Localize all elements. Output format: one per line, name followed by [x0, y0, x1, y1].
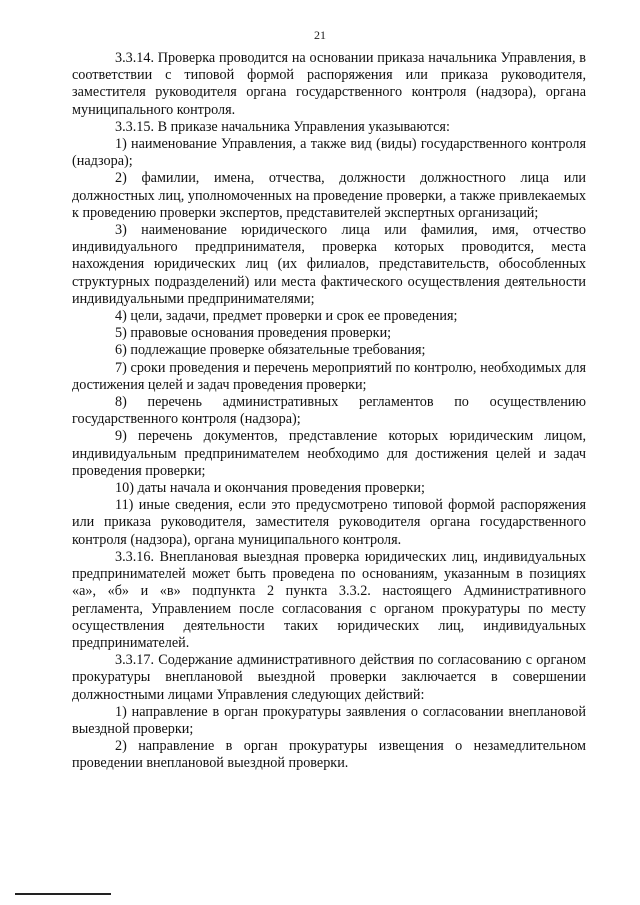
list-item: 10) даты начала и окончания проведения проверки;: [115, 480, 425, 497]
list-item: 5) правовые основания проведения проверки;: [115, 325, 392, 342]
list-item: 8) перечень административных регламентов по осуществлению государственного контроля (надзора);: [72, 394, 586, 428]
list-item: 7) сроки проведения и перечень мероприятий по контролю, необходимых для достижения целей и задач проведения проверки;: [72, 359, 586, 393]
list-item: 2) направление в орган прокуратуры извещения о незамедлительном проведении внеплановой выездной проверки.: [72, 738, 586, 772]
list-item: 1) наименование Управления, а также вид (виды) государственного контроля (надзора);: [72, 136, 586, 170]
list-item: 2) фамилии, имена, отчества, должности должностного лица или должностных лиц, уполномоченных на проведение проверки, а также привлекаемых к проведению проверки экспертов, представителей экспертных организаций;: [72, 170, 586, 221]
paragraph-3-3-15: 3.3.15. В приказе начальника Управления указываются:: [115, 118, 450, 135]
paragraph-3-3-17: 3.3.17. Содержание административного действия по согласованию с органом прокуратуры внеплановой выездной проверки заключается в совершении должностными лицами Управления следующих действий:: [72, 652, 586, 703]
list-item: 11) иные сведения, если это предусмотрено типовой формой распоряжения или приказа руководителя, заместителя руководителя органа государственного контроля (надзора), органа муниципального контроля.: [72, 497, 586, 548]
list-item: 1) направление в орган прокуратуры заявления о согласовании внеплановой выездной проверки;: [72, 703, 586, 737]
page-number: 21: [314, 28, 326, 42]
list-item: 4) цели, задачи, предмет проверки и срок ее проведения;: [115, 308, 458, 325]
paragraph-3-3-14: 3.3.14. Проверка проводится на основании приказа начальника Управления, в соответствии с типовой формой распоряжения или приказа руководителя, заместителя руководителя органа государственного контроля (надзора), органа муниципального контроля.: [72, 50, 586, 118]
paragraph-3-3-16: 3.3.16. Внеплановая выездная проверка юридических лиц, индивидуальных предпринимателей может быть проведена по основаниям, указанным в позициях «а», «б» и «в» подпункта 2 пункта 3.3.2. настоящего Административного регламента, Управлением после согласования с органом прокуратуры по месту осуществления деятельности таких юридических лиц, индивидуальных предпринимателей.: [72, 548, 586, 651]
list-item: 9) перечень документов, представление которых юридическим лицом, индивидуальным предпринимателем необходимо для достижения целей и задач проведения проверки;: [72, 428, 586, 479]
list-item: 6) подлежащие проверке обязательные требования;: [115, 342, 426, 359]
footnote-divider: [15, 893, 111, 895]
list-item: 3) наименование юридического лица или фамилия, имя, отчество индивидуального предпринимателя, проверка которых проводится, места нахождения юридических лиц (их филиалов, представительств, обособленных структурных подразделений) или места фактического осуществления деятельности индивидуальными предпринимателями;: [72, 222, 586, 307]
document-body: [72, 50, 586, 773]
